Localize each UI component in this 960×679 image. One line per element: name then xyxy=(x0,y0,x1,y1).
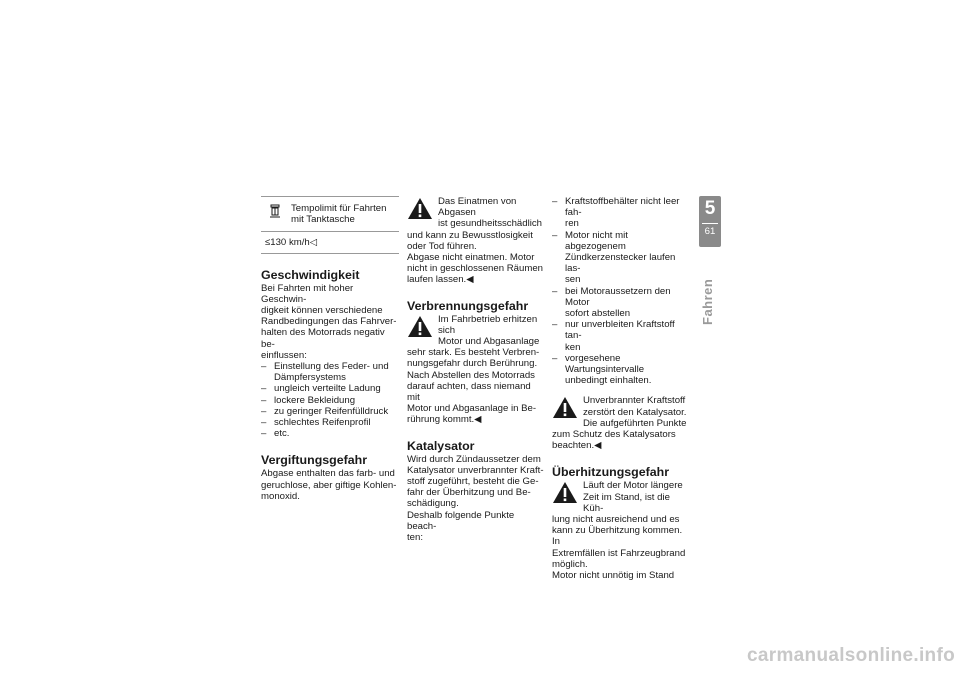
text-line: oder Tod führen. xyxy=(407,240,477,252)
text-line: Deshalb folgende Punkte beach- xyxy=(407,509,515,532)
warning-triangle-icon xyxy=(552,481,578,504)
text-line: stoff zugeführt, besteht die Ge- xyxy=(407,476,539,488)
text-line: Zeit im Stand, ist die Küh- xyxy=(583,491,670,514)
speed-limit-value: ≤130 km/h◁ xyxy=(265,237,318,249)
text-line: Bei Fahrten mit hoher Geschwin- xyxy=(261,282,354,305)
text-line: nur unverbleiten Kraftstoff tan- xyxy=(565,319,675,342)
text-line: Läuft der Motor längere xyxy=(583,480,683,492)
vergiftung-text xyxy=(261,468,399,502)
text-line: rührung kommt.◀ xyxy=(407,414,482,426)
speed-limit-title-1: Tempolimit für Fahrten xyxy=(291,203,387,214)
text-line: vorgesehene Wartungsintervalle xyxy=(565,352,645,376)
heading-verbrennungsgefahr: Verbrennungsgefahr xyxy=(407,298,529,313)
text-line: unbedingt einhalten. xyxy=(565,375,652,387)
warning-triangle-icon xyxy=(552,396,578,419)
text-line: nicht in geschlossenen Räumen xyxy=(407,263,543,275)
list-item xyxy=(552,353,690,387)
heading-katalysator: Katalysator xyxy=(407,438,475,453)
geschwindigkeit-list xyxy=(261,361,399,439)
list-item xyxy=(552,230,690,286)
text-line: Unverbrannter Kraftstoff xyxy=(583,395,686,407)
list-item xyxy=(261,361,399,383)
chapter-tab xyxy=(699,196,721,247)
heading-vergiftungsgefahr: Vergiftungsgefahr xyxy=(261,453,368,468)
tank-bag-icon xyxy=(269,204,281,218)
text-line: digkeit können verschiedene xyxy=(261,305,383,317)
speed-limit-title-2: mit Tanktasche xyxy=(291,214,355,226)
text-line: Die aufgeführten Punkte xyxy=(583,417,687,429)
text-line: lung nicht ausreichend und es xyxy=(552,514,680,526)
column-1 xyxy=(261,196,399,502)
text-line: ten: xyxy=(407,532,424,544)
text-line: zum Schutz des Katalysators xyxy=(552,429,676,441)
column-3 xyxy=(552,196,690,581)
text-line: kann zu Überhitzung kommen. In xyxy=(552,525,683,548)
exhaust-warning xyxy=(407,196,545,286)
speed-limit-box xyxy=(261,196,399,254)
list-item xyxy=(261,395,399,406)
text-line: zu geringer Reifenfülldruck xyxy=(274,405,389,417)
text-line: sofort abstellen xyxy=(565,308,631,320)
katalysator-text xyxy=(407,454,545,544)
text-line: Motor nicht unnötig im Stand xyxy=(552,570,675,582)
text-line: Motor und Abgasanlage in Be- xyxy=(407,403,537,415)
list-item xyxy=(261,428,399,439)
text-line: Motor nicht mit abgezogenem xyxy=(565,229,628,252)
text-line: Im Fahrbetrieb erhitzen sich xyxy=(438,313,538,336)
text-line: möglich. xyxy=(552,558,588,570)
text-line: schädigung. xyxy=(407,498,459,510)
warning-triangle-icon xyxy=(407,197,433,220)
text-line: bei Motoraussetzern den Motor xyxy=(565,285,671,308)
text-line: sehr stark. Es besteht Verbren- xyxy=(407,347,540,359)
text-line: Randbedingungen das Fahrver- xyxy=(261,316,397,328)
text-line: Dämpfersystems xyxy=(274,372,346,384)
watermark: carmanualsonline.info xyxy=(747,645,955,666)
text-line: Abgase nicht einatmen. Motor xyxy=(407,252,535,264)
text-line: ken xyxy=(565,341,581,353)
katalysator-list xyxy=(552,196,690,386)
chapter-number: 5 xyxy=(704,198,716,219)
text-line: sen xyxy=(565,274,581,286)
text-line: fahr der Überhitzung und Be- xyxy=(407,487,531,499)
geschwindigkeit-text xyxy=(261,283,399,361)
text-line: Abgase enthalten das farb- und xyxy=(261,468,395,480)
text-line: ist gesundheitsschädlich xyxy=(438,218,542,230)
text-line: ungleich verteilte Ladung xyxy=(274,383,381,395)
chapter-divider xyxy=(702,223,718,224)
text-line: Kraftstoffbehälter nicht leer fah- xyxy=(565,196,680,219)
page-number: 61 xyxy=(704,226,716,237)
chapter-label: Fahren xyxy=(700,278,715,325)
list-item xyxy=(552,319,690,353)
speed-limit-header xyxy=(261,197,399,232)
text-line: ren xyxy=(565,218,579,230)
warning-triangle-icon xyxy=(407,315,433,338)
text-line: monoxid. xyxy=(261,490,300,502)
burn-warning xyxy=(407,314,545,426)
text-line: darauf achten, dass niemand mit xyxy=(407,380,531,404)
catalyst-warning xyxy=(552,395,690,451)
text-line: einflussen: xyxy=(261,349,307,361)
text-line: zerstört den Katalysator. xyxy=(583,406,687,418)
list-item xyxy=(261,406,399,417)
text-line: lockere Bekleidung xyxy=(274,394,356,406)
heading-ueberhitzungsgefahr: Überhitzungsgefahr xyxy=(552,465,670,480)
text-line: und kann zu Bewusstlosigkeit xyxy=(407,229,533,241)
list-item xyxy=(261,383,399,394)
text-line: Das Einatmen von Abgasen xyxy=(438,196,517,219)
list-item xyxy=(552,196,690,230)
text-line: etc. xyxy=(274,428,290,440)
text-line: Wird durch Zündaussetzer dem xyxy=(407,453,541,465)
list-item xyxy=(261,417,399,428)
text-line: Nach Abstellen des Motorrads xyxy=(407,369,535,381)
text-line: Extremfällen ist Fahrzeugbrand xyxy=(552,547,686,559)
list-item xyxy=(552,286,690,320)
column-2 xyxy=(407,196,545,543)
text-line: nungsgefahr durch Berührung. xyxy=(407,358,538,370)
overheat-warning xyxy=(552,480,690,581)
text-line: Motor und Abgasanlage xyxy=(438,336,540,348)
text-line: geruchlose, aber giftige Kohlen- xyxy=(261,479,397,491)
text-line: halten des Motorrads negativ be- xyxy=(261,327,385,350)
text-line: schlechtes Reifenprofil xyxy=(274,417,371,429)
text-line: laufen lassen.◀ xyxy=(407,274,474,286)
heading-geschwindigkeit: Geschwindigkeit xyxy=(261,267,360,282)
text-line: Zündkerzenstecker laufen las- xyxy=(565,252,676,275)
text-line: Einstellung des Feder- und xyxy=(274,361,389,373)
text-line: beachten.◀ xyxy=(552,440,602,452)
text-line: Katalysator unverbrannter Kraft- xyxy=(407,464,544,476)
